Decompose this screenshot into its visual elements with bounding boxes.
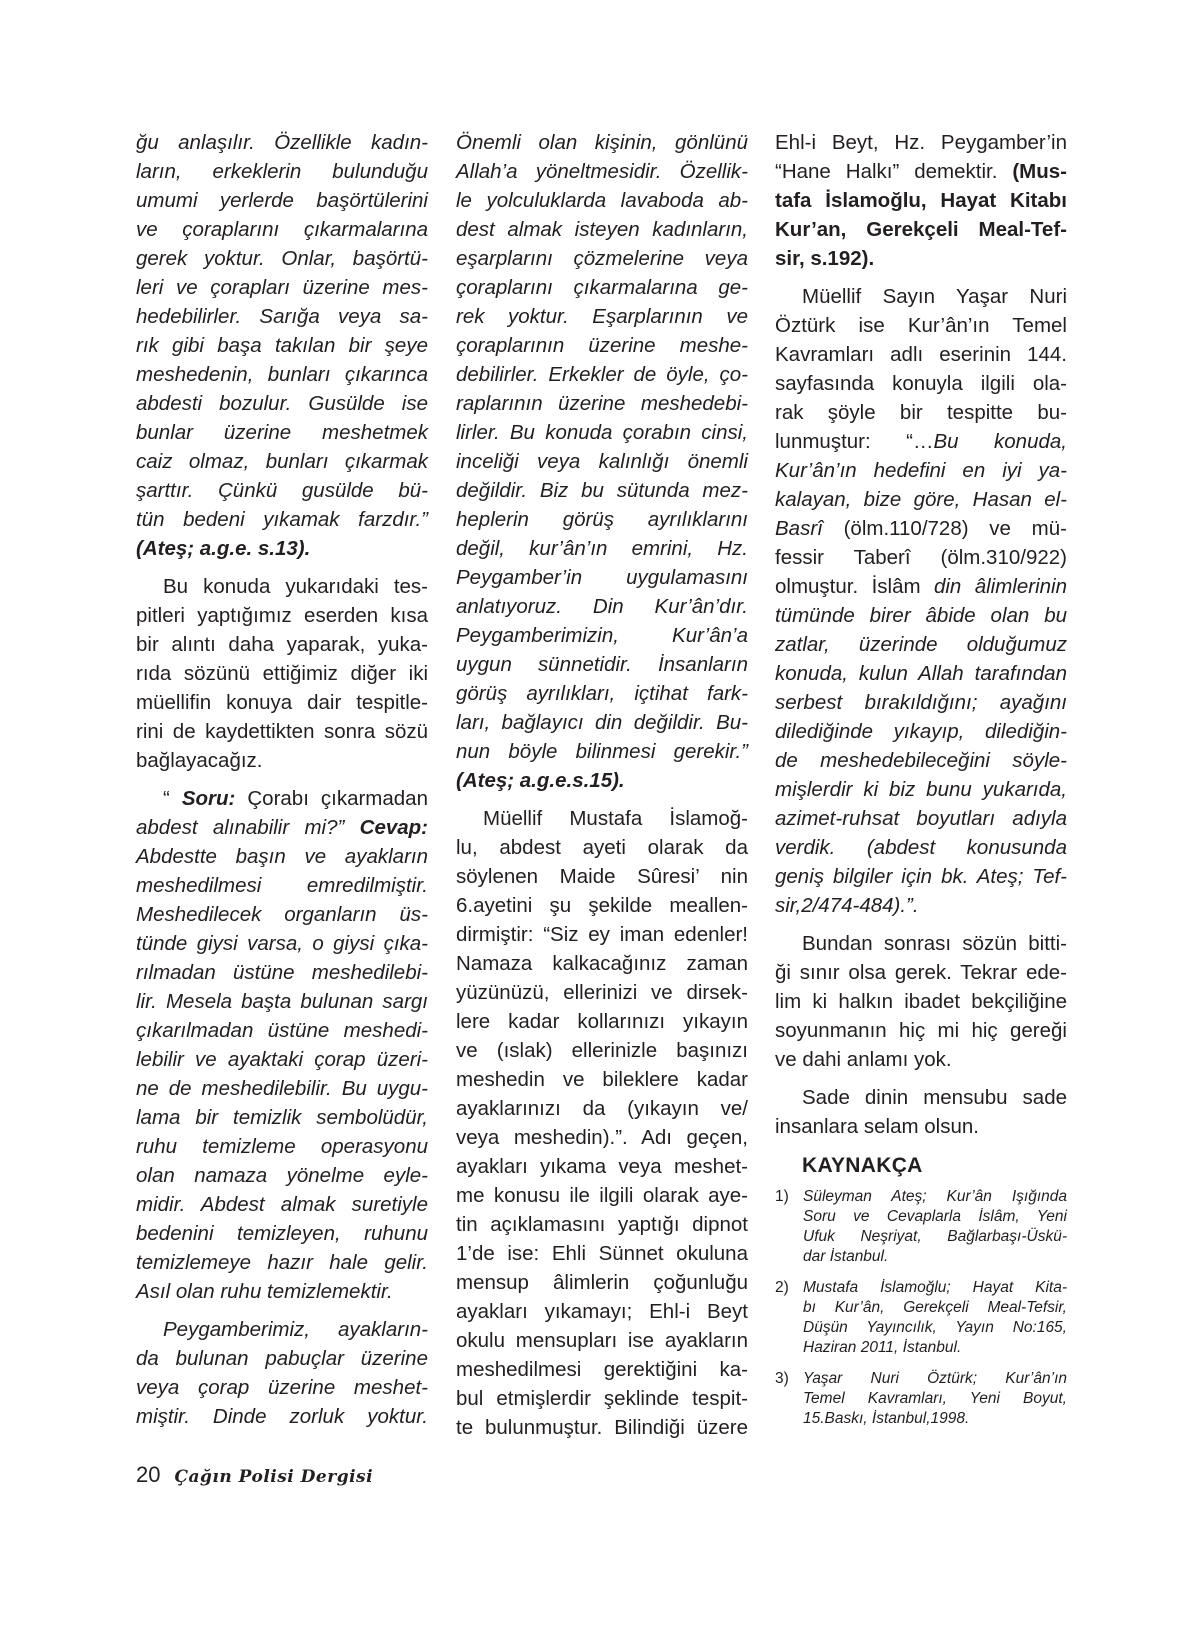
text-line: ayakları yıkama veya meshet- [456,1155,748,1178]
text-line: söylenen Maide Sûresi’ nin [456,865,748,888]
text-line: Öztürk ise Kur’ân’ın Temel [775,314,1067,337]
text-line: da bulunan pabuçlar üzerine [136,1347,428,1370]
reference-line: bı Kur’ân, Gerekçeli Meal-Tefsir, [803,1299,1067,1316]
text-line: verdik. (abdest konusunda [775,836,1067,859]
reference-item [775,1187,1067,1267]
page-footer [136,1462,373,1492]
paragraph [456,804,748,1442]
article-column-3 [775,128,1067,1440]
text-line: ği sınır olsa gerek. Tekrar ede- [775,961,1067,984]
text-line: umumi yerlerde başörtülerini [136,189,428,212]
text-line: mensup âlimlerin çoğunluğu [456,1271,748,1294]
text-line: şarttır. Çünkü gusülde bü- [136,479,428,502]
text-run: Basrî [775,517,823,540]
reference-line: Düşün Yayıncılık, Yayın No:165, [803,1319,1067,1336]
text-line: heplerin görüş ayrılıklarını [456,508,748,531]
text-line: bedenini temizleyen, ruhunu [136,1222,428,1245]
paragraph-gap [136,563,428,572]
paragraph [775,1083,1067,1141]
text-line: Müellif Mustafa İslamoğ- [483,807,748,830]
text-line: lama bir temizlik sembolüdür, [136,1106,428,1129]
text-run: abdest alınabilir mi?” [136,816,360,839]
text-line: bağlayacağız. [136,749,263,772]
text-line: ları, bağlayıcı din değildir. Bu- [456,711,748,734]
text-line: Kavramları adlı eserinin 144. [775,343,1067,366]
text-line: Peygamberimizin, Kur’ân’a [456,624,748,647]
paragraph [775,929,1067,1074]
text-line: rini de kaydettikten sonra sözü [136,720,428,743]
text-line: Kur’ân’ın hedefini en iyi ya- [775,459,1067,482]
reference-line: dar İstanbul. [803,1248,889,1265]
text-line: abdesti bozulur. Gusülde ise [136,392,428,415]
text-line [775,427,1067,456]
question-answer-paragraph [136,784,428,1306]
text-line: nun böyle bilinmesi gerekir.” [456,740,748,763]
text-line: Müellif Sayın Yaşar Nuri [802,285,1067,308]
magazine-name: Çağın Polisi Dergisi [174,1467,374,1487]
text-line: mişlerdir ki biz bunu yukarıda, [775,778,1067,801]
text-line: de meshedebileceğini söyle- [775,749,1067,772]
text-line: çoraplarını çıkarmalarına ge- [456,276,748,299]
text-line: meshedilmesi gerektiğini ka- [456,1358,748,1381]
text-line: rık gibi başa takılan bir şeye [136,334,428,357]
text-line: dest almak isteyen kadınların, [456,218,748,241]
text-line: Önemli olan kişinin, gönlünü [456,131,748,154]
text-line: hedebilirler. Sarığa veya sa- [136,305,428,328]
text-line: (Ateş; a.g.e.s.15). [456,769,625,792]
text-run: (ölm.110/728) ve mü- [822,517,1067,540]
text-line: pitleri yaptığımız eserden kısa [136,604,428,627]
paragraph-gap [775,273,1067,282]
text-line: bunlar üzerine meshetmek [136,421,428,444]
text-line: eşarplarını çözmelerine veya [456,247,748,270]
text-run: (Mus- [1012,160,1067,183]
text-line: uygun sünnetidir. İnsanların [456,653,748,676]
reference-item [775,1278,1067,1358]
text-line: Allah’a yöneltmesidir. Özellik- [456,160,748,183]
text-line: tümünde birer âbide olan bu [775,604,1067,627]
text-run: “Hane Halkı” demektir. [775,160,1013,183]
text-line: Abdestte başın ve ayakların [136,845,428,868]
text-line: rılmadan üstüne meshedilebi- [136,961,428,984]
text-line: ruhu temizleme operasyonu [136,1135,428,1158]
references-section [775,1151,1067,1429]
text-line: rek yoktur. Eşarplarının ve [456,305,748,328]
text-line: tin açıklamasını yaptığı dipnot [456,1213,748,1236]
text-line: olan namaza yönelme eyle- [136,1164,428,1187]
references-title: KAYNAKÇA [802,1154,923,1177]
text-line: lir. Mesela başta bulunan sargı [136,990,428,1013]
text-line: Asıl olan ruhu temizlemektir. [136,1280,393,1303]
text-run: din âlimlerinin [933,575,1067,598]
text-line: değil, kur’ân’ın emrini, Hz. [456,537,748,560]
text-line: Bundan sonrası sözün bitti- [802,932,1067,955]
text-line: görüş ayrılıkları, içtihat fark- [456,682,748,705]
text-line: 6.ayetini şu şekilde meallen- [456,894,748,917]
paragraph [456,128,748,795]
text-line: meshedin ve bileklere kadar [456,1068,748,1091]
column-3-body [775,128,1067,1141]
paragraph [136,128,428,563]
reference-number: 1) [775,1188,789,1205]
text-line: veya meshedin).”. Adı geçen, [456,1126,748,1149]
text-line: yüzünüzü, ellerinizi ve dirsek- [456,981,748,1004]
text-line: serbest bırakıldığını; ayağını [775,691,1067,714]
text-run: “ [163,787,182,810]
text-run: Soru: [181,787,236,810]
text-line: lu, abdest ayeti olarak da [456,836,748,859]
text-line: insanlara selam olsun. [775,1115,979,1138]
paragraph-gap [775,1074,1067,1083]
text-line: debilirler. Erkekler de öyle, ço- [456,363,748,386]
page-number: 20 [136,1462,161,1487]
text-line: ğu anlaşılır. Özellikle kadın- [136,131,428,154]
reference-line: Soru ve Cevaplarla İslâm, Yeni [803,1208,1067,1225]
text-line: le yolculuklarda lavaboda ab- [456,189,748,212]
text-line: ve dahi anlamı yok. [775,1048,952,1071]
text-line: lirler. Bu konuda çorabın cinsi, [456,421,748,444]
reference-line: Süleyman Ateş; Kur’ân Işığında [803,1188,1067,1205]
text-run: Bu konuda, [933,430,1067,453]
text-line: çoraplarının üzerine meshe- [456,334,748,357]
text-line: lebilir ve ayaktaki çorap üzeri- [136,1048,428,1071]
text-line: 1’de ise: Ehli Sünnet okuluna [456,1242,748,1265]
text-line: caiz olmaz, bunları çıkarmak [136,450,428,473]
text-line: tafa İslamoğlu, Hayat Kitabı [775,189,1067,212]
text-line: Meshedilecek organların üs- [136,903,428,926]
text-line: dilediğinde yıkayıp, dilediğin- [775,720,1067,743]
text-line: Ehl-i Beyt, Hz. Peygamber’in [775,131,1067,154]
text-line: soyunmanın hiç mi hiç gereği [775,1019,1067,1042]
text-line: sayfasında konuyla ilgili ola- [775,372,1067,395]
text-line: Sade dinin mensubu sade [802,1086,1067,1109]
text-line: okulu mensupları ise ayakların [456,1329,748,1352]
text-line: veya çorap üzerine meshet- [136,1376,428,1399]
text-line: lere kadar kollarınızı yıkayın [456,1010,748,1033]
text-line: inceliği veya kalınlığı önemli [456,450,748,473]
text-line: miştir. Dinde zorluk yoktur. [136,1405,428,1428]
text-line: ayakları yıkamayı; Ehl-i Beyt [456,1300,748,1323]
reference-line: Yaşar Nuri Öztürk; Kur’ân’ın [803,1370,1067,1387]
reference-number: 3) [775,1370,789,1387]
text-line [136,784,428,813]
text-line: azimet-ruhsat boyutları adıyla [775,807,1067,830]
text-line [775,157,1067,186]
text-line: rıda sözünü ettiğimiz diğer iki [136,662,428,685]
paragraph-gap [456,795,748,804]
text-line: leri ve çorapları üzerine mes- [136,276,428,299]
text-line: temizlemeye hazır hale gelir. [136,1251,428,1274]
text-line: bul etmişlerdir şeklinde tespit- [456,1387,748,1410]
text-line: meshedenin, bunları çıkarınca [136,363,428,386]
paragraph [775,282,1067,920]
text-line: rak şöyle bir tespitte bu- [775,401,1067,424]
reference-line: 15.Baskı, İstanbul,1998. [803,1410,970,1427]
text-line: sir, s.192). [775,247,875,270]
text-line: müellifin konuya dair tespitle- [136,691,428,714]
text-line [136,813,428,842]
text-line: midir. Abdest almak suretiyle [136,1193,428,1216]
reference-number: 2) [775,1279,789,1296]
text-line: ne de meshedilebilir. Bu uygu- [136,1077,428,1100]
text-run: Çorabı çıkarmadan [235,787,428,810]
text-line: Peygamber’in uygulamasını [456,566,748,589]
text-line: dirmiştir: “Siz ey iman edenler! [456,923,748,946]
text-line: değildir. Biz bu sütunda mez- [456,479,748,502]
text-run: lunmuştur: “… [775,430,934,453]
text-line: zatlar, üzerinde olduğumuz [775,633,1067,656]
text-line: tün bedeni yıkamak farzdır.” [136,508,428,531]
text-line: ve çoraplarını çıkarmalarına [136,218,428,241]
text-line: fessir Taberî (ölm.310/922) [775,546,1067,569]
reference-line: Haziran 2011, İstanbul. [803,1339,962,1356]
reference-line: Temel Kavramları, Yeni Boyut, [803,1390,1067,1407]
text-line: anlatıyoruz. Din Kur’ân’dır. [456,595,748,618]
text-run: Cevap: [359,816,428,839]
references-list [775,1187,1067,1429]
text-line: raplarının üzerine meshedebi- [456,392,748,415]
text-line: kalayan, bize göre, Hasan el- [775,488,1067,511]
text-line: lim ki halkın ibadet bekçiliğine [775,990,1067,1013]
text-line: sir,2/474-484).”. [775,894,919,917]
reference-line: Ufuk Neşriyat, Bağlarbaşı-Üskü- [803,1228,1067,1245]
paragraph [136,572,428,775]
text-line: meshedilmesi emredilmiştir. [136,874,428,897]
text-line: Namaza kalkacağınız zaman [456,952,748,975]
reference-line: Mustafa İslamoğlu; Hayat Kita- [803,1279,1067,1296]
text-line [775,514,1067,543]
reference-item [775,1369,1067,1429]
text-line: tünde giysi varsa, o giysi çıka- [136,932,428,955]
text-line: ve (ıslak) ellerinizle başınızı [456,1039,748,1062]
paragraph [775,128,1067,273]
text-line: te bulunmuştur. Bilindiği üzere [456,1416,748,1439]
text-line: bir alıntı daha yaparak, yuka- [136,633,428,656]
paragraph-gap [136,1306,428,1315]
paragraph-gap [136,775,428,784]
text-line: geniş bilgiler için bk. Ateş; Tef- [775,865,1067,888]
article-column-2 [456,128,748,1442]
article-column-1 [136,128,428,1431]
text-line: Kur’an, Gerekçeli Meal-Tef- [775,218,1067,241]
text-line: gerek yoktur. Onlar, başörtü- [136,247,428,270]
text-line: me konusu ile ilgili olarak aye- [456,1184,748,1207]
text-line: Bu konuda yukarıdaki tes- [163,575,428,598]
text-run: olmuştur. İslâm [775,575,934,598]
text-line: Peygamberimiz, ayakların- [163,1318,428,1341]
text-line [775,572,1067,601]
text-line: çıkarılmadan üstüne meshedi- [136,1019,428,1042]
text-line: ların, erkeklerin bulunduğu [136,160,428,183]
paragraph-gap [775,920,1067,929]
text-line: ayaklarınızı da (yıkayın ve/ [456,1097,748,1120]
paragraph [136,1315,428,1431]
text-line: (Ateş; a.g.e. s.13). [136,537,311,560]
text-line: konuda, kulun Allah tarafından [775,662,1067,685]
